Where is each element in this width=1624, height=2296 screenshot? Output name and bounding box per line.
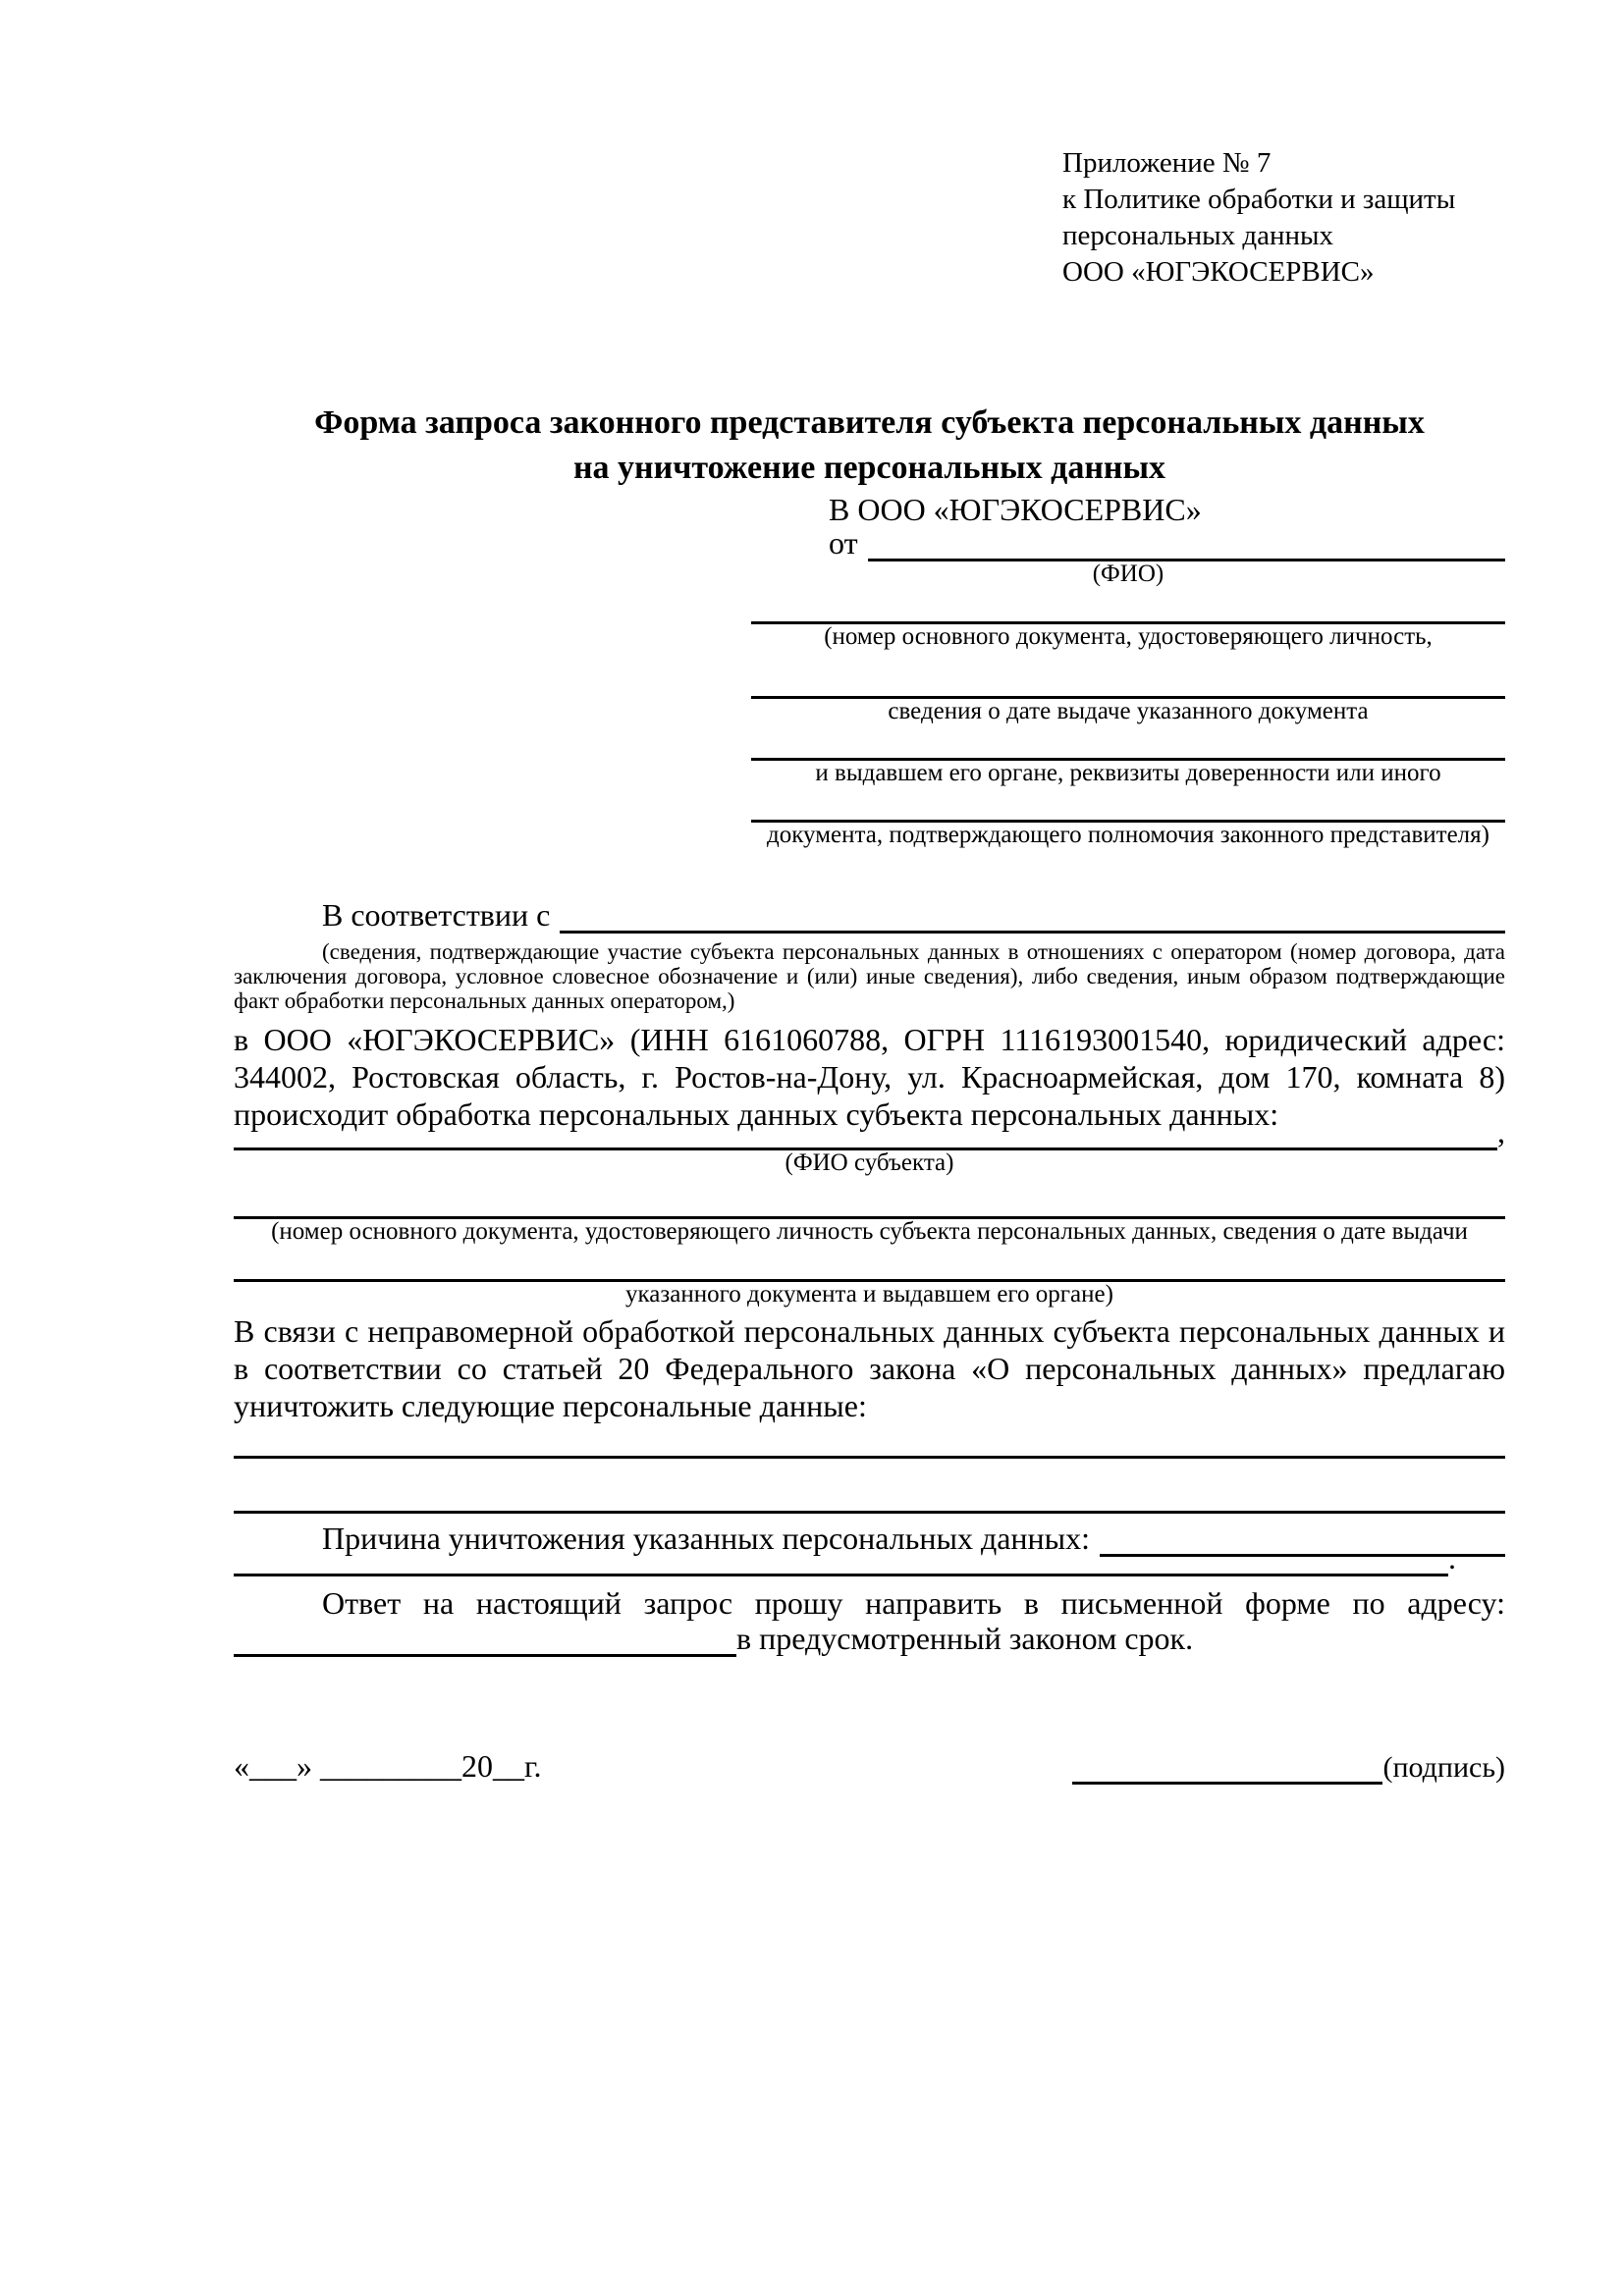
- reason-row-2: [234, 1540, 1505, 1576]
- data-to-destroy-blank-1: [234, 1424, 1505, 1459]
- appendix-header-line-2: к Политике обработки и защиты: [1062, 184, 1456, 215]
- representative-doc-caption-2: сведения о дате выдаче указанного документа: [888, 698, 1369, 724]
- representative-doc-blank-4: [751, 785, 1505, 823]
- fio-caption: (ФИО): [1092, 561, 1164, 587]
- reply-address-blank: [234, 1654, 736, 1657]
- subject-fio-caption: (ФИО субъекта): [785, 1149, 954, 1176]
- subject-doc-blank-1: [234, 1175, 1505, 1219]
- operator-paragraph: в ООО «ЮГЭКОСЕРВИС» (ИНН 6161060788, ОГРН 1116193001540, юридический адрес: 344002, Ростовская область, г. Ростов-на-Дону, ул. Красноармейская, дом 170, комната 8) происходит обработка персональных данных субъекта персональных данных:: [234, 1022, 1505, 1132]
- representative-name-blank: [868, 559, 1505, 561]
- representative-doc-blank-3: [751, 723, 1505, 761]
- reply-paragraph: Ответ на настоящий запрос прошу направить в письменной форме по адресу:: [322, 1585, 1505, 1621]
- appendix-header: [1062, 145, 1505, 291]
- reason-blank-1: [1100, 1554, 1505, 1557]
- document-title-line-2: на уничтожение персональных данных: [572, 450, 1166, 486]
- reason-period: .: [1448, 1540, 1456, 1575]
- reason-blank-2: [234, 1574, 1448, 1576]
- signature-caption: (подпись): [1382, 1751, 1505, 1784]
- accordance-blank: [560, 931, 1505, 934]
- accordance-note: (сведения, подтверждающие участие субъекта персональных данных в отношениях с оператором (номер договора, дата заключения договора, условное словесное обозначение и (или) иные сведения), либо сведения, иным образом подтверждающие факт обработки персональных данных оператором,): [234, 939, 1505, 1013]
- document-title-line-1: Форма запроса законного представителя субъекта персональных данных: [314, 404, 1425, 441]
- appendix-header-line-1: Приложение № 7: [1062, 147, 1272, 179]
- document-title: [234, 400, 1505, 491]
- subject-doc-caption-2: указанного документа и выдавшем его органе): [625, 1281, 1113, 1308]
- signature-group: [1072, 1751, 1505, 1785]
- addressee-block: [751, 491, 1505, 847]
- subject-fio-row: [234, 1114, 1505, 1150]
- reply-address-row: [234, 1622, 1505, 1657]
- data-to-destroy-blank-2: [234, 1459, 1505, 1514]
- signature-blank: [1072, 1782, 1382, 1785]
- demand-paragraph: В связи с неправомерной обработкой персональных данных субъекта персональных данных и в соответствии со статьей 20 Федерального закона «О персональных данных» предлагаю уничтожить следующие персональные данные:: [234, 1313, 1505, 1423]
- reply-tail: в предусмотренный законом срок.: [736, 1621, 1194, 1656]
- subject-doc-caption-1: (номер основного документа, удостоверяющего личность субъекта персональных данных, сведения о дате выдачи: [271, 1218, 1468, 1245]
- representative-doc-blank-1: [751, 586, 1505, 624]
- from-label: от: [829, 525, 858, 561]
- accordance-row: [234, 898, 1505, 934]
- appendix-header-line-4: ООО «ЮГЭКОСЕРВИС»: [1062, 256, 1375, 288]
- reason-label: Причина уничтожения указанных персональных данных:: [322, 1521, 1091, 1556]
- date-line: «___» _________20__г.: [234, 1748, 542, 1784]
- representative-doc-caption-4: документа, подтверждающего полномочия законного представителя): [767, 822, 1489, 848]
- accordance-label: В соответствии с: [322, 897, 551, 933]
- from-row: [751, 525, 1505, 561]
- signature-footer: [234, 1747, 1505, 1785]
- representative-doc-caption-1: (номер основного документа, удостоверяющего личность,: [824, 623, 1433, 650]
- appendix-header-line-3: персональных данных: [1062, 220, 1334, 251]
- subject-doc-blank-2: [234, 1244, 1505, 1282]
- representative-doc-blank-2: [751, 649, 1505, 699]
- subject-fio-comma: ,: [1497, 1114, 1505, 1149]
- addressee-org: В ООО «ЮГЭКОСЕРВИС»: [829, 492, 1202, 527]
- reason-row: [234, 1522, 1505, 1557]
- representative-doc-caption-3: и выдавшем его органе, реквизиты доверенности или иного: [815, 760, 1441, 786]
